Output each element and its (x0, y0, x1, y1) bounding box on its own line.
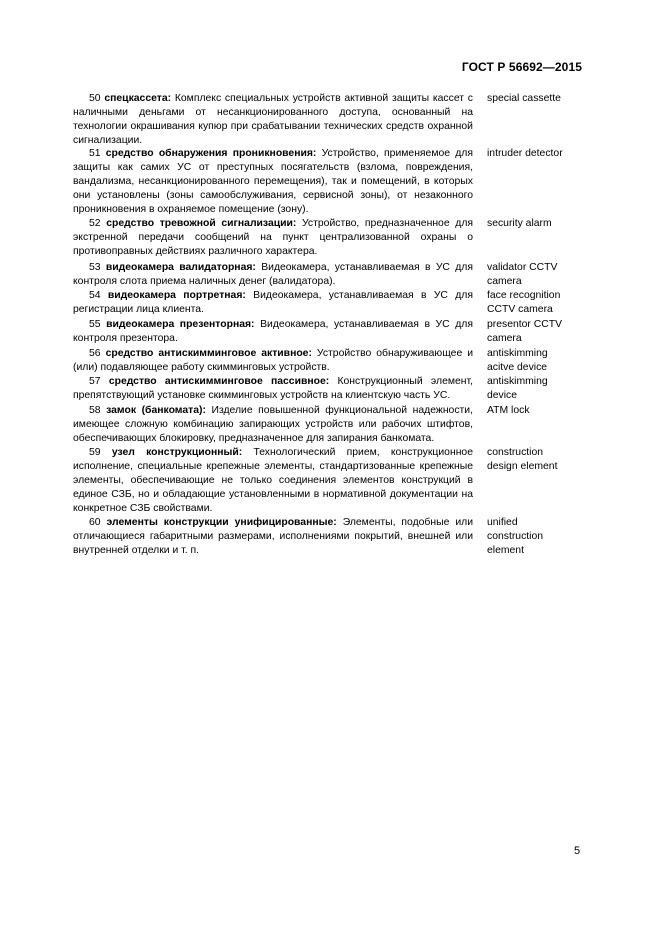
term-entry-52 (73, 217, 593, 261)
term-name: видеокамера портретная: (107, 290, 246, 301)
term-name: спецкассета: (104, 93, 172, 104)
definition-text: Устройство обнаруживающее и (или) подавляющее работу скимминговых устройств. (73, 348, 474, 373)
page-number: 5 (574, 845, 581, 857)
definition-text: Видеокамера, устанавливаемая в УС для контроля слота приема наличных денег (валидатора). (73, 262, 473, 287)
term-entry-57 (73, 375, 593, 404)
english-term-line: intruder detector (487, 148, 563, 159)
english-term-line: construction (487, 530, 544, 542)
term-number: 53 (89, 262, 101, 273)
term-number: 60 (89, 517, 101, 528)
term-name: элементы конструкции унифицированные: (106, 517, 337, 528)
definition-text: Видеокамера, устанавливаемая в УС для регистрации лица клиента. (73, 290, 473, 315)
term-definition (73, 217, 473, 261)
term-definition (73, 261, 473, 289)
english-term-line: design element (487, 460, 558, 472)
english-equivalent (487, 289, 597, 317)
english-term-line: construction (487, 447, 544, 458)
english-equivalent (487, 217, 597, 231)
term-number: 59 (89, 447, 101, 458)
term-number: 58 (89, 405, 101, 416)
term-name: средство тревожной сигнализации: (106, 218, 297, 229)
definition-text: Видеокамера, устанавливаемая в УС для контроля презентора. (73, 319, 473, 344)
term-entry-53 (73, 261, 593, 289)
term-name: замок (банкомата): (106, 405, 206, 416)
term-number: 54 (89, 290, 101, 301)
english-equivalent (487, 261, 597, 289)
term-number: 56 (89, 348, 101, 359)
term-name: видеокамера презенторная: (106, 319, 255, 330)
english-term-line: element (487, 544, 524, 556)
term-name: узел конструкционный: (111, 447, 243, 458)
term-definition (73, 318, 473, 347)
english-equivalent (487, 347, 597, 375)
english-term-line: device (487, 389, 518, 401)
definition-text: Устройство, предназначенное для экстренной передачи сообщений на пункт централизованной охраны о противоправных действиях различного характера. (73, 218, 474, 257)
english-equivalent (487, 446, 597, 474)
term-entry-58 (73, 404, 593, 446)
term-name: видеокамера валидаторная: (105, 262, 256, 273)
term-number: 55 (89, 319, 101, 330)
english-term-line: camera (487, 332, 522, 344)
term-number: 52 (89, 218, 101, 229)
term-definition (73, 516, 473, 561)
definition-text: Элементы, подобные или отличающиеся габаритными размерами, исполнениями покрытий, внешней или внутренней отделки и т. п. (73, 517, 474, 556)
term-name: средство антискимминговое пассивное: (108, 376, 330, 387)
english-term-line: acitve device (487, 361, 548, 373)
term-entry-59 (73, 446, 593, 516)
term-definition (73, 404, 473, 446)
term-definition (73, 347, 473, 375)
terms-list (73, 92, 593, 561)
english-equivalent (487, 404, 597, 418)
term-entry-50 (73, 92, 593, 147)
definition-text: Изделие повышенной функциональной надежности, имеющее сложную комбинацию запирающих устройств или рабочих штифтов, обеспечивающих блокировку, предназначенное для запирания банкомата. (73, 405, 473, 444)
english-term-line: camera (487, 275, 522, 287)
term-definition (73, 289, 473, 318)
term-number: 57 (89, 376, 101, 387)
english-term-line: antiskimming (487, 376, 548, 387)
english-equivalent (487, 516, 597, 558)
english-term-line: ATM lock (487, 405, 530, 416)
english-term-line: special cassette (487, 93, 561, 104)
term-name: средство антискимминговое активное: (105, 348, 312, 359)
term-name: средство обнаружения проникновения: (105, 148, 317, 159)
term-definition (73, 375, 473, 404)
definition-text: Комплекс специальных устройств активной защиты кассет с наличными деньгами от несанкционированного доступа, основанный на технологии окрашивания купюр при срабатывании технических средств охранной сигнализации. (73, 93, 473, 146)
english-term-line: face recognition (487, 290, 561, 301)
term-number: 50 (89, 93, 101, 104)
term-entry-55 (73, 318, 593, 347)
english-term-line: validator CCTV (487, 262, 558, 273)
english-term-line: security alarm (487, 218, 552, 229)
english-equivalent (487, 147, 597, 161)
english-equivalent (487, 92, 597, 106)
document-code: ГОСТ Р 56692—2015 (461, 60, 582, 74)
english-equivalent (487, 375, 597, 403)
english-equivalent (487, 318, 597, 346)
term-entry-51 (73, 147, 593, 217)
definition-text: Устройство, применяемое для защиты как самих УС от преступных посягательств (взлома, повреждения, вандализма, несанкционированного перемещения), так и помещений, в которых они установлены (зоны самообслуживания, сервисной зоны), от незаконного проникновения в охраняемое помещение (зону). (73, 148, 474, 215)
english-term-line: antiskimming (487, 348, 548, 359)
term-definition (73, 147, 473, 217)
term-definition (73, 446, 473, 516)
english-term-line: unified (487, 517, 518, 528)
definition-text: Технологический прием, конструкционное исполнение, специальные крепежные элементы, стандартизованные крепежные элементы, обеспечивающие не только соединения элементов конструкций в единое СЗБ, но и обладающие установленными в нормативной документации на конкретное СЗБ свойствами. (73, 447, 473, 514)
english-term-line: CCTV camera (487, 303, 553, 315)
term-entry-60 (73, 516, 593, 561)
definition-text: Конструкционный элемент, препятствующий установке скимминговых устройств на клиентскую часть УС. (73, 376, 473, 401)
term-entry-56 (73, 347, 593, 375)
term-definition (73, 92, 473, 147)
english-term-line: presentor CCTV (487, 319, 563, 330)
term-number: 51 (89, 148, 101, 159)
term-entry-54 (73, 289, 593, 318)
